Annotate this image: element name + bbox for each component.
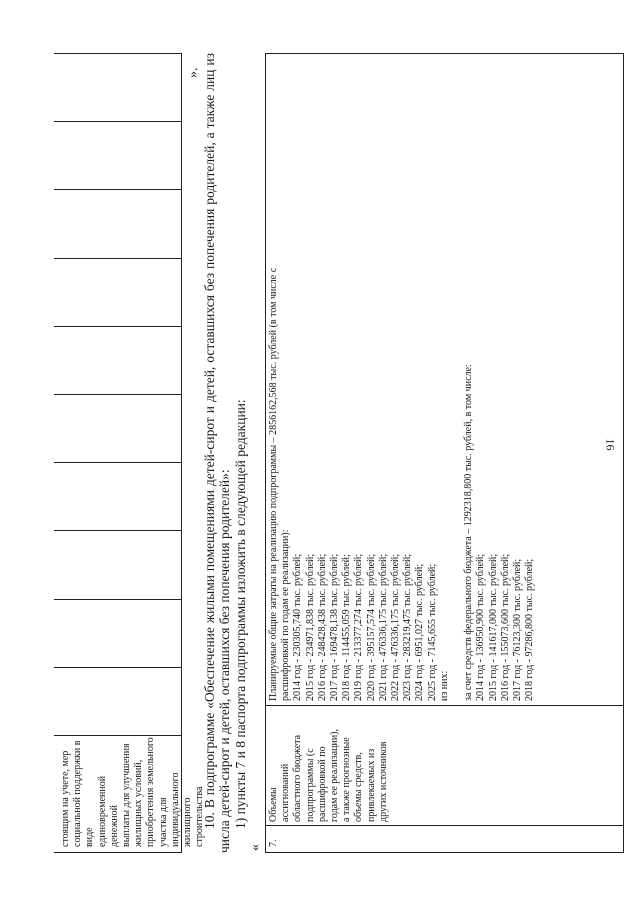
label-line: других источников (377, 741, 389, 822)
passport-table (265, 53, 624, 853)
left-cell-line: жилищного строительства (182, 786, 206, 847)
content-line (451, 57, 463, 701)
row-number: 7. (268, 839, 279, 847)
left-cell-line: жилищных условий, (133, 759, 145, 847)
opening-quote: « (248, 844, 263, 851)
label-line: объемы средств, (353, 752, 365, 822)
content-line: 2015 год - 234971,838 тыс. рублей; (304, 553, 316, 701)
top-table-column-divider (54, 530, 182, 531)
content-line: 2016 год - 155073,600 тыс. рублей; (499, 553, 511, 701)
label-line: ассигнований (280, 763, 292, 822)
top-table-left-cell (60, 737, 206, 847)
paragraph-10 (202, 53, 232, 853)
passport-content-cell (268, 57, 536, 701)
content-line: 2021 год - 476336,175 тыс. рублей; (377, 553, 389, 701)
content-line: 2018 год - 97286,800 тыс. рублей; (524, 558, 536, 701)
content-line: расшифровкой по годам ее реализации): (280, 529, 292, 701)
top-table-column-divider (54, 394, 182, 395)
content-line: 2014 год - 230305,740 тыс. рублей; (292, 553, 304, 701)
top-table-column-divider (54, 462, 182, 463)
top-table-column-divider (54, 599, 182, 600)
content-line: 2019 год - 213377,274 тыс. рублей; (353, 553, 365, 701)
content-line: 2024 год - 6951,027 тыс. рублей; (414, 563, 426, 701)
left-cell-line: приобретения земельного (145, 737, 157, 847)
content-line: 2018 год - 114455,059 тыс. рублей; (341, 554, 353, 701)
top-table-column-divider (54, 189, 182, 190)
content-line: Планируемые общие затраты на реализацию подпрограммы – 2856162,568 тыс. рублей (в том числе с (268, 267, 279, 701)
label-line: годам ее реализации), (329, 729, 341, 822)
content-line: 2014 год - 136950,900 тыс. рублей; (475, 553, 487, 701)
content-line: за счет средств федерального бюджета – 1292318,800 тыс. рублей, в том числе: (463, 364, 475, 701)
left-cell-line: единовременной денежной (96, 775, 120, 847)
paragraph-1 (233, 69, 248, 829)
label-line: областного бюджета (292, 734, 304, 822)
content-line: 2017 год - 76123,300 тыс. рублей; (512, 558, 524, 701)
top-table-column-divider (54, 667, 182, 668)
left-cell-line: участка для индивидуального (157, 772, 181, 847)
paragraph-10-text: 10. В подпрограмме «Обеспечение жилыми помещениями детей-сирот и детей, оставшихся без попечения родителей, а также лиц из числа детей-сирот и детей, оставшихся без попечения родителей»: (202, 53, 232, 853)
top-table-column-divider (54, 258, 182, 259)
content-line: 2016 год - 248428,438 тыс. рублей; (316, 553, 328, 701)
content-line: 2015 год - 141617,000 тыс. рублей; (487, 553, 499, 701)
label-line: подпрограммы (с (304, 748, 316, 822)
page-number: 16 (603, 438, 618, 451)
content-line: 2023 год - 283219,475 тыс. рублей; (402, 553, 414, 701)
label-line: Объемы (268, 787, 279, 822)
label-line: а также прогнозные (341, 737, 353, 822)
content-line: 2022 год - 476336,175 тыс. рублей; (390, 553, 402, 701)
paragraph-1-text: 1) пункты 7 и 8 паспорта подпрограммы изложить в следующей редакции: (233, 399, 248, 829)
content-line: 2020 год - 395157,574 тыс. рублей; (365, 553, 377, 701)
content-line: 2025 год - 7145,655 тыс. рублей; (426, 563, 438, 701)
left-cell-line: стоящим на учете, мер (60, 750, 71, 847)
top-table-column-divider (54, 121, 182, 122)
closing-quote: ». (186, 67, 201, 78)
label-line: расшифровкой по (316, 746, 328, 822)
content-line: 2017 год - 169478,138 тыс. рублей; (329, 553, 341, 701)
left-cell-line: социальной поддержки в виде (72, 740, 96, 847)
top-table (54, 53, 206, 853)
label-line: привлекаемых из (365, 748, 377, 822)
top-table-column-divider (54, 326, 182, 327)
rotated-content (52, 53, 624, 853)
content-line: из них: (438, 670, 450, 701)
left-cell-line: выплаты для улучшения (121, 743, 133, 847)
passport-label-cell (268, 709, 390, 822)
